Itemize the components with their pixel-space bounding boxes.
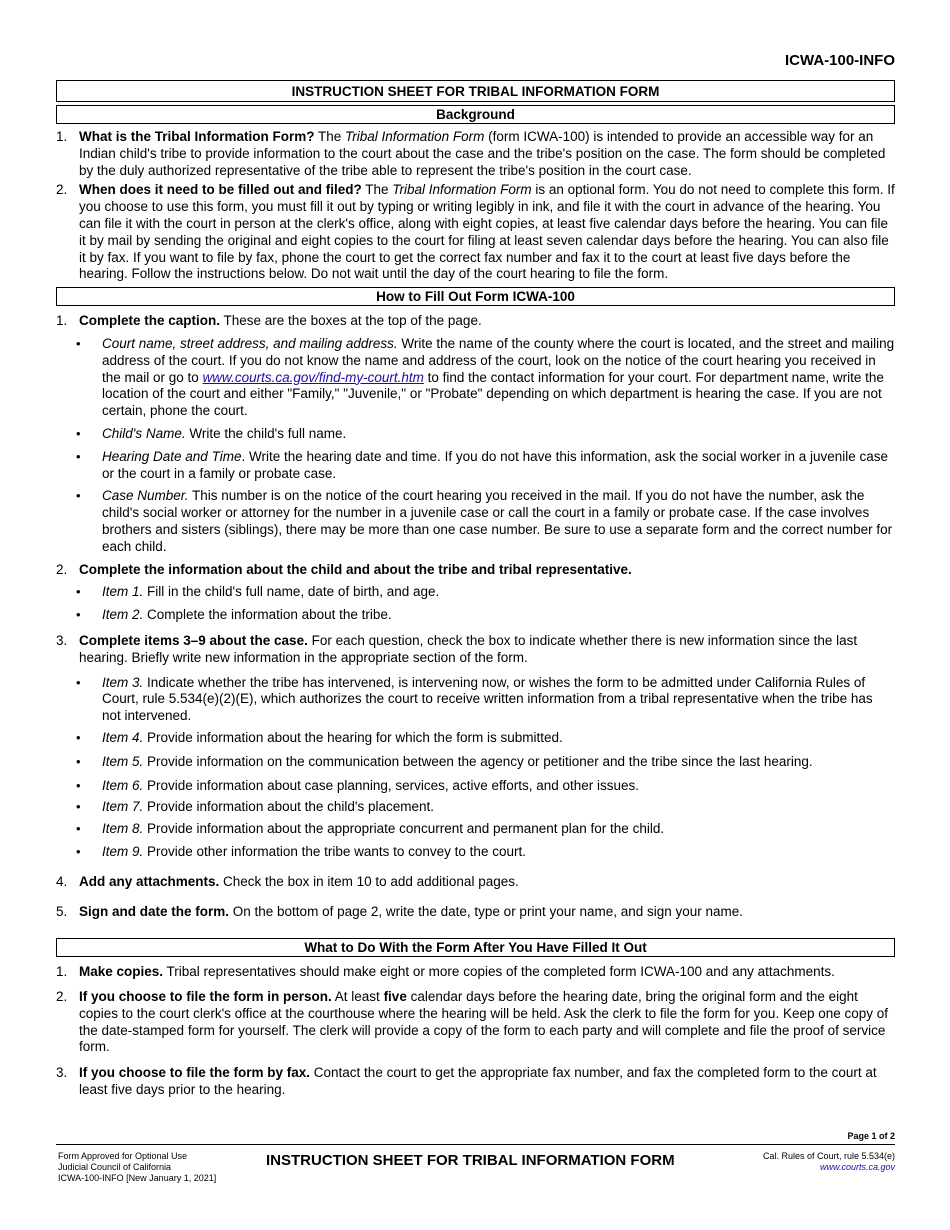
after-item-1	[56, 964, 895, 981]
footer-council: Judicial Council of California	[58, 1162, 172, 1172]
bullet-dot: •	[76, 335, 81, 351]
bullet-dot: •	[76, 448, 81, 464]
bullet-emphasis: Item 7.	[102, 799, 144, 815]
bullet-text: . Write the hearing date and time. If you do not have this information, ask the social worker in a juvenile case or the court in a family or probate case.	[102, 448, 889, 481]
bullet-text: Write the name of the county where the court is located, and the street and mailing address of the court. If you do not know the name and address of the court, look on the notice of the court hearing you received in the mail or go to	[102, 335, 895, 385]
footer-rule-reference: Cal. Rules of Court, rule 5.534(e)	[762, 1151, 895, 1161]
item-text: is an optional form. You do not need to complete this form. If you choose to use this form, you must fill it out by typing or writing legibly in ink, and file it with the court in advance of the hearing. You can file it with the court in person at the clerk's office, along with eight copies, at least five calendar days before the hearing. You can file it by mail by sending the original and eight copies to the court for filing at least seven calendar days before the hearing. You can also file it by fax. If you want to file by fax, phone the court to get the correct fax number and fax it to the court at least five days before the hearing. Follow the instructions below. Do not wait until the day of the court hearing to file the form.	[79, 182, 895, 282]
item-number: 1.	[56, 313, 68, 329]
bullet-text: This number is on the notice of the court hearing you received in the mail. If you do not have the number, ask the child's social worker or attorney for the number in a juvenile case or call the court in a family or probate case. If the case involves brothers and sisters (siblings), there may be more than one case number. Be sure to use a separate form and the correct number for each child.	[102, 488, 893, 554]
background-item-1	[56, 129, 895, 179]
item-text: calendar days before the hearing date, bring the original form and the eight copies to the court clerk's office at the courthouse where the hearing will be held. Ask the clerk to file the form for you. Keep one copy of the date-stamped form for yourself. The clerk will provide a copy of the form to each party and will complete and file the proof of service form.	[79, 989, 889, 1055]
content	[56, 80, 895, 1099]
form-id: ICWA-100-INFO	[784, 52, 895, 69]
bullet-item-6	[56, 778, 895, 795]
item-lead: Complete the information about the child and about the tribe and tribal representative.	[79, 561, 632, 577]
item-lead: If you choose to file the form in person.	[79, 989, 332, 1005]
item-number: 5.	[56, 904, 68, 920]
howto-item-3	[56, 633, 895, 667]
bullet-emphasis: Court name, street address, and mailing address.	[102, 335, 398, 351]
howto-item-5	[56, 904, 895, 921]
bullet-item-4	[56, 730, 895, 747]
item-number: 3.	[56, 632, 68, 648]
howto-item-2	[56, 562, 895, 579]
bullet-dot: •	[76, 488, 81, 504]
bullet-dot: •	[76, 674, 81, 690]
item-lead: When does it need to be filled out and filed?	[79, 182, 362, 198]
bullet-text: Write the child's full name.	[185, 425, 347, 441]
item-text: Contact the court to get the appropriate fax number, and fax the completed form to the court at least five days prior to the hearing.	[79, 1065, 877, 1098]
section-heading-background: Background	[56, 105, 895, 124]
bullet-text: Provide information about case planning, services, active efforts, and other issues.	[143, 777, 640, 793]
bullet-emphasis: Case Number.	[102, 488, 189, 504]
item-text: The	[314, 129, 346, 144]
bullet-item-5	[56, 754, 895, 771]
footer-right	[763, 1151, 895, 1173]
item-number: 4.	[56, 873, 68, 889]
bullet-court-name	[56, 336, 895, 420]
bullet-emphasis: Item 5.	[102, 753, 144, 769]
bullet-childs-name	[56, 426, 895, 443]
item-text: For each question, check the box to indicate whether there is new information since the last hearing. Briefly write new information in the appropriate section of the form.	[79, 632, 858, 665]
item-text: On the bottom of page 2, write the date, type or print your name, and sign your name.	[229, 904, 744, 920]
bullet-item-3	[56, 675, 895, 725]
bullet-text: Provide information on the communication between the agency or petitioner and the tribe since the last hearing.	[143, 753, 813, 769]
bullet-item-1	[56, 584, 895, 601]
bullet-dot: •	[76, 843, 81, 859]
item-number: 2.	[56, 182, 68, 198]
footer-approval: Form Approved for Optional Use	[58, 1151, 188, 1161]
item-number: 1.	[56, 129, 68, 144]
bullet-case-number	[56, 488, 895, 555]
item-emphasis: Tribal Information Form	[345, 129, 485, 144]
bullet-item-8	[56, 821, 895, 838]
bullet-dot: •	[76, 729, 81, 745]
howto-item-4	[56, 874, 895, 891]
page-number: Page 1 of 2	[847, 1131, 895, 1141]
item-lead: Make copies.	[79, 964, 164, 980]
bullet-item-2	[56, 607, 895, 624]
after-item-2	[56, 989, 895, 1056]
item-number: 2.	[56, 989, 68, 1005]
form-title: INSTRUCTION SHEET FOR TRIBAL INFORMATION FORM	[56, 80, 895, 102]
item-text: At least	[331, 989, 384, 1005]
item-lead: If you choose to file the form by fax.	[79, 1065, 311, 1081]
section-heading-after-filled: What to Do With the Form After You Have Filled It Out	[56, 938, 895, 957]
section-heading-how-to-fill: How to Fill Out Form ICWA-100	[56, 287, 895, 306]
bullet-emphasis: Item 2.	[102, 607, 144, 623]
find-my-court-link[interactable]: www.courts.ca.gov/find-my-court.htm	[202, 369, 424, 385]
item-number: 1.	[56, 964, 68, 980]
item-lead: Complete the caption.	[79, 313, 221, 329]
howto-item-1	[56, 313, 895, 330]
bullet-dot: •	[76, 777, 81, 793]
item-text: The	[361, 182, 393, 198]
bullet-emphasis: Item 4.	[102, 729, 144, 745]
bullet-text: to find the contact information for your court. For department name, write the location of the court and either "Family," "Juvenile," or "Probate" depending on which department is hearing the case. If you are not certain, phone the court.	[102, 369, 884, 419]
item-lead: Complete items 3–9 about the case.	[79, 632, 308, 648]
footer-title: INSTRUCTION SHEET FOR TRIBAL INFORMATION FORM	[266, 1152, 675, 1169]
item-text: Check the box in item 10 to add additional pages.	[219, 873, 519, 889]
after-item-3	[56, 1065, 895, 1099]
item-number: 2.	[56, 561, 68, 577]
footer-divider	[56, 1144, 895, 1145]
bullet-text: Provide information about the appropriate concurrent and permanent plan for the child.	[143, 821, 665, 837]
item-bold-word: five	[383, 989, 407, 1005]
courts-website-link[interactable]: www.courts.ca.gov	[819, 1162, 895, 1172]
item-lead: Add any attachments.	[79, 873, 220, 889]
bullet-dot: •	[76, 425, 81, 441]
bullet-emphasis: Item 9.	[102, 843, 144, 859]
bullet-dot: •	[76, 607, 81, 623]
bullet-item-9	[56, 844, 895, 861]
footer-left	[58, 1151, 216, 1184]
bullet-text: Complete the information about the tribe.	[143, 607, 392, 623]
bullet-emphasis: Hearing Date and Time	[102, 448, 242, 464]
bullet-text: Provide information about the hearing for which the form is submitted.	[143, 729, 563, 745]
bullet-dot: •	[76, 753, 81, 769]
item-text: These are the boxes at the top of the page.	[220, 313, 482, 329]
footer-form-version: ICWA-100-INFO [New January 1, 2021]	[58, 1173, 217, 1183]
bullet-emphasis: Item 8.	[102, 821, 144, 837]
bullet-text: Indicate whether the tribe has intervened, is intervening now, or wishes the form to be admitted under California Rules of Court, rule 5.534(e)(2)(E), which authorizes the court to receive written information from a tribal representative when the tribe has not intervened.	[102, 674, 873, 724]
item-lead: Sign and date the form.	[79, 904, 230, 920]
bullet-emphasis: Child's Name.	[102, 425, 186, 441]
bullet-item-7	[56, 799, 895, 816]
bullet-text: Provide other information the tribe wants to convey to the court.	[143, 843, 526, 859]
item-lead: What is the Tribal Information Form?	[79, 129, 315, 144]
bullet-dot: •	[76, 821, 81, 837]
item-text: Tribal representatives should make eight or more copies of the completed form ICWA-100 and any attachments.	[163, 964, 835, 980]
item-number: 3.	[56, 1065, 68, 1081]
bullet-emphasis: Item 3.	[102, 674, 144, 690]
bullet-dot: •	[76, 584, 81, 600]
bullet-emphasis: Item 1.	[102, 584, 144, 600]
item-text: (form ICWA-100) is intended to provide an accessible way for an Indian child's tribe to provide information to the court about the case and the tribe's position on the case. The form should be completed by the duly authorized representative of the tribe able to represent the tribe's position in the court case.	[79, 129, 886, 178]
bullet-hearing-date	[56, 449, 895, 483]
bullet-dot: •	[76, 799, 81, 815]
bullet-text: Fill in the child's full name, date of birth, and age.	[143, 584, 440, 600]
item-emphasis: Tribal Information Form	[392, 182, 532, 198]
bullet-text: Provide information about the child's placement.	[143, 799, 435, 815]
bullet-emphasis: Item 6.	[102, 777, 144, 793]
background-item-2	[56, 182, 895, 283]
